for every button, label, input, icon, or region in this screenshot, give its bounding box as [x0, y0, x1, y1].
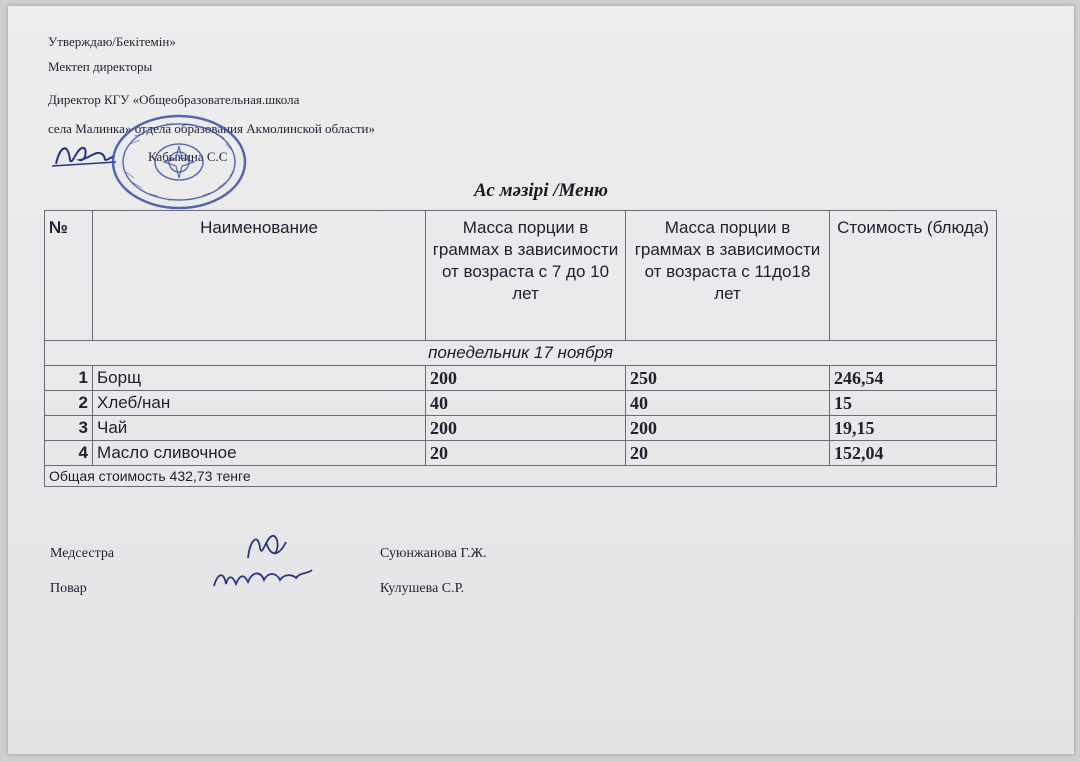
header-num: №: [45, 211, 93, 341]
row-name: Борщ: [93, 366, 426, 391]
row-cost: 246,54: [830, 366, 997, 391]
table-header-row: [45, 211, 997, 341]
row-name: Хлеб/нан: [93, 391, 426, 416]
day-label: понедельник 17 ноября: [45, 341, 997, 366]
table-row: [45, 441, 997, 466]
header-name: Наименование: [93, 211, 426, 341]
header-cost: Стоимость (блюда): [830, 211, 997, 341]
header-mass-7-10: Масса порции в граммах в зависимости от возраста с 7 до 10 лет: [426, 211, 626, 341]
header-mass-11-18: Масса порции в граммах в зависимости от возраста с 11до18 лет: [626, 211, 830, 341]
cook-role: Повар: [50, 581, 87, 596]
table-row: [45, 366, 997, 391]
row-mass-7-10: 200: [426, 416, 626, 441]
director-line: Директор КГУ «Общеобразовательная.школа: [48, 92, 300, 107]
row-num: 1: [45, 366, 93, 391]
row-name: Масло сливочное: [93, 441, 426, 466]
director-title: Мектеп директоры: [48, 59, 153, 74]
row-mass-11-18: 200: [626, 416, 830, 441]
document-page: [8, 6, 1074, 754]
menu-title: Ас мәзірі /Меню: [474, 180, 608, 201]
total-row: [45, 466, 997, 487]
approve-line: Утверждаю/Бекітемін»: [48, 34, 176, 49]
nurse-role: Медсестра: [50, 546, 115, 561]
day-row: [45, 341, 997, 366]
row-cost: 19,15: [830, 416, 997, 441]
table-row: [45, 391, 997, 416]
row-mass-7-10: 20: [426, 441, 626, 466]
nurse-name: Суюнжанова Г.Ж.: [380, 546, 487, 561]
total-cost: Общая стоимость 432,73 тенге: [45, 466, 997, 487]
cook-name: Кулушева С.Р.: [380, 581, 465, 596]
row-num: 4: [45, 441, 93, 466]
row-mass-7-10: 40: [426, 391, 626, 416]
row-mass-7-10: 200: [426, 366, 626, 391]
table-row: [45, 416, 997, 441]
row-num: 2: [45, 391, 93, 416]
staff-signatures: [208, 528, 318, 598]
director-name: Кабыкина С.С: [148, 149, 228, 164]
row-name: Чай: [93, 416, 426, 441]
row-cost: 15: [830, 391, 997, 416]
row-mass-11-18: 20: [626, 441, 830, 466]
row-mass-11-18: 40: [626, 391, 830, 416]
row-cost: 152,04: [830, 441, 997, 466]
menu-table: [44, 210, 997, 487]
village-line: села Малинка» отдела образования Акмолинской области»: [48, 121, 375, 136]
row-mass-11-18: 250: [626, 366, 830, 391]
row-num: 3: [45, 416, 93, 441]
